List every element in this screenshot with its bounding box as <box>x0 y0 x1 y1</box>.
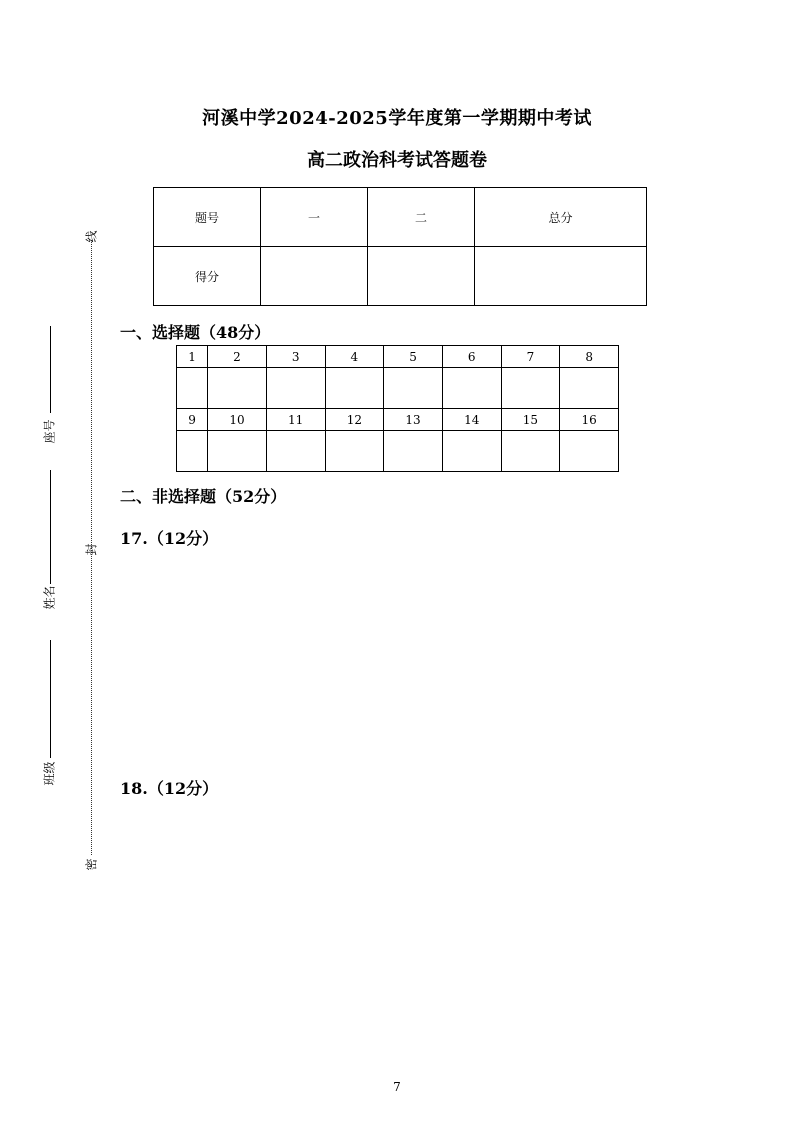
section1-title: 一、选择题（48分） <box>120 323 271 342</box>
mc-answer-cell[interactable] <box>325 368 384 409</box>
mc-answer-cell[interactable] <box>384 431 443 472</box>
score-cell-part2[interactable] <box>368 247 475 306</box>
name-line <box>50 470 51 584</box>
seat-number-label: 座号 <box>42 419 57 444</box>
page-number: 7 <box>393 1080 401 1094</box>
score-header-question: 题号 <box>154 188 261 247</box>
class-line <box>50 640 51 758</box>
multiple-choice-grid <box>176 345 619 472</box>
mc-answer-cell[interactable] <box>501 368 560 409</box>
mc-number: 6 <box>442 346 501 368</box>
mc-number: 3 <box>266 346 325 368</box>
mc-answer-cell[interactable] <box>208 431 267 472</box>
score-header-part2: 二 <box>368 188 475 247</box>
exam-title: 河溪中学2024-2025学年度第一学期期中考试 <box>202 108 592 129</box>
mc-number: 8 <box>560 346 619 368</box>
binding-seal-char: 封 <box>84 543 99 556</box>
mc-number: 16 <box>560 409 619 431</box>
exam-subtitle: 高二政治科考试答题卷 <box>307 150 487 171</box>
mc-answer-cell[interactable] <box>442 431 501 472</box>
mc-answer-cell[interactable] <box>501 431 560 472</box>
section2-title: 二、非选择题（52分） <box>120 487 287 506</box>
score-cell-total[interactable] <box>475 247 647 306</box>
mc-answer-cell[interactable] <box>266 431 325 472</box>
score-table <box>153 187 647 306</box>
mc-answer-cell[interactable] <box>266 368 325 409</box>
mc-number: 15 <box>501 409 560 431</box>
mc-number: 14 <box>442 409 501 431</box>
question-17-label: 17.（12分） <box>120 529 219 548</box>
score-cell-part1[interactable] <box>261 247 368 306</box>
mc-number: 10 <box>208 409 267 431</box>
mc-answer-cell[interactable] <box>208 368 267 409</box>
mc-number: 4 <box>325 346 384 368</box>
score-header-total: 总分 <box>475 188 647 247</box>
mc-number: 13 <box>384 409 443 431</box>
score-row-label: 得分 <box>154 247 261 306</box>
mc-number: 7 <box>501 346 560 368</box>
mc-number: 5 <box>384 346 443 368</box>
name-label: 姓名 <box>42 585 57 610</box>
mc-answer-cell[interactable] <box>325 431 384 472</box>
mc-answer-cell[interactable] <box>384 368 443 409</box>
class-label: 班级 <box>42 761 57 786</box>
mc-answer-cell[interactable] <box>560 368 619 409</box>
mc-number: 2 <box>208 346 267 368</box>
mc-answer-cell[interactable] <box>560 431 619 472</box>
seat-number-line <box>50 326 51 413</box>
mc-number: 12 <box>325 409 384 431</box>
mc-answer-cell[interactable] <box>177 431 208 472</box>
mc-number: 11 <box>266 409 325 431</box>
question-18-label: 18.（12分） <box>120 779 219 798</box>
mc-answer-cell[interactable] <box>177 368 208 409</box>
score-header-part1: 一 <box>261 188 368 247</box>
mc-number: 1 <box>177 346 208 368</box>
mc-answer-cell[interactable] <box>442 368 501 409</box>
binding-line-char: 线 <box>84 230 99 243</box>
binding-close-char: 密 <box>84 858 99 871</box>
mc-number: 9 <box>177 409 208 431</box>
